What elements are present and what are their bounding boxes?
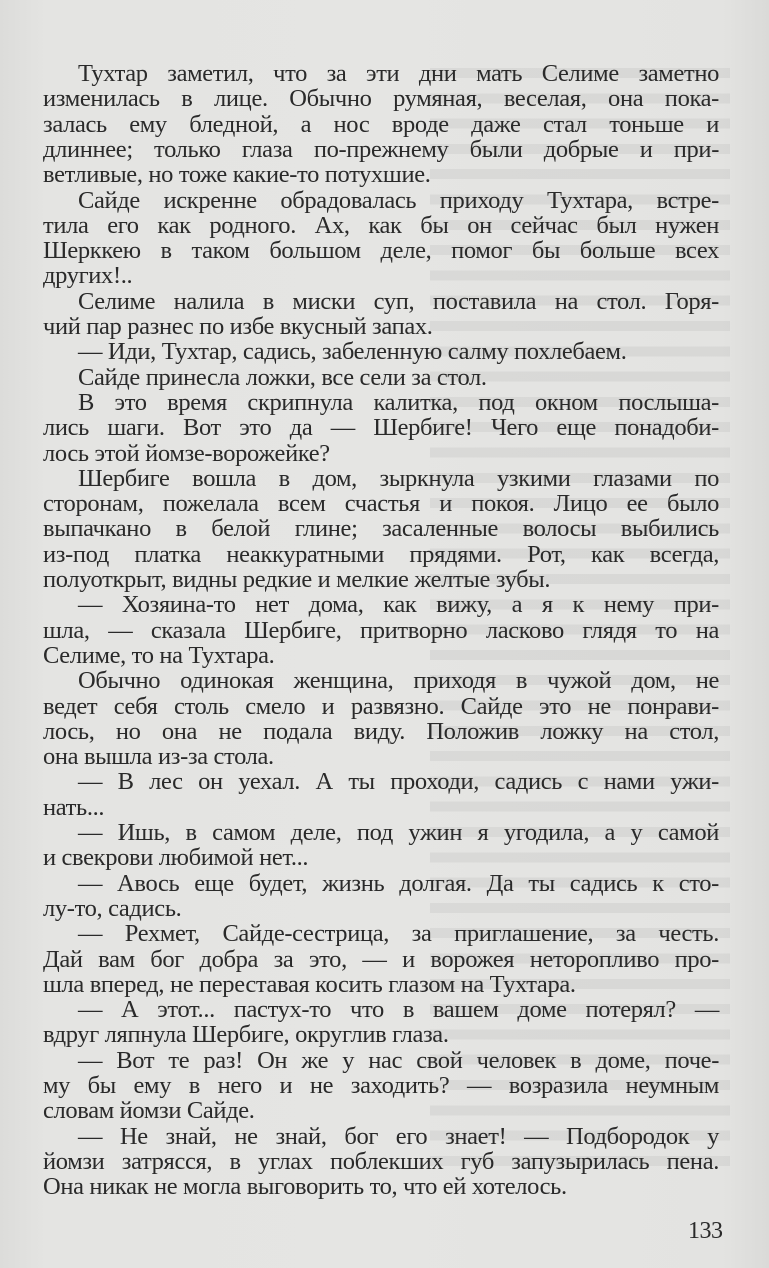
page-number: 133	[688, 1218, 723, 1244]
text-line: — В лес он уехал. А ты проходи, садись с нами ужи-	[78, 768, 719, 796]
text-line: лось, но она не подала виду. Положив ложку на стол,	[43, 717, 719, 745]
text-line: выпачкано в белой глине; засаленные волосы выбились	[43, 515, 719, 543]
text-line: тила его как родного. Ах, как бы он сейчас был нужен	[43, 211, 719, 239]
text-line: она вышла из-за стола.	[43, 743, 274, 771]
text-line: вдруг ляпнула Шербиге, округлив глаза.	[43, 1021, 449, 1049]
text-line: ведет себя столь смело и развязно. Сайде это не понрави-	[43, 692, 719, 720]
text-line: залась ему бледной, а нос вроде даже стал тоньше и	[43, 110, 719, 138]
text-line: словам йомзи Сайде.	[43, 1097, 255, 1125]
text-line: — А этот... пастух-то что в вашем доме потерял? —	[78, 996, 719, 1024]
text-line: ветливые, но тоже какие-то потухшие.	[43, 161, 431, 189]
text-line: Сайде принесла ложки, все сели за стол.	[78, 363, 487, 391]
text-line: Сайде искренне обрадовалась приходу Тухтара, встре-	[78, 186, 719, 214]
text-line: лу-то, садись.	[43, 894, 182, 922]
text-line: нать...	[43, 793, 105, 821]
text-line: длиннее; только глаза по-прежнему были добрые и при-	[43, 135, 719, 163]
text-line: — Авось еще будет, жизнь долгая. Да ты садись к сто-	[78, 869, 719, 897]
text-line: изменилась в лице. Обычно румяная, веселая, она пока-	[43, 85, 719, 113]
text-line: В это время скрипнула калитка, под окном послыша-	[78, 388, 719, 416]
text-line: — Вот те раз! Он же у нас свой человек в доме, поче-	[78, 1046, 719, 1074]
text-line: — Рехмет, Сайде-сестрица, за приглашение, за честь.	[78, 920, 719, 948]
text-line: Обычно одинокая женщина, приходя в чужой дом, не	[78, 667, 719, 695]
text-line: Дай вам бог добра за это, — и ворожея неторопливо про-	[43, 945, 719, 973]
text-line: — Ишь, в самом деле, под ужин я угодила, а у самой	[78, 819, 719, 846]
text-line: и свекрови любимой нет...	[43, 844, 309, 872]
text-line: лось этой йомзе-ворожейке?	[43, 439, 330, 467]
text-line: му бы ему в него и не заходить? — возразила неумным	[43, 1072, 719, 1099]
text-line: других!..	[43, 262, 133, 290]
text-line: йомзи затрясся, в углах поблекших губ запузырилась пена.	[43, 1147, 719, 1175]
text-line: Селиме, то на Тухтара.	[43, 641, 275, 669]
text-line: шла вперед, не переставая косить глазом на Тухтара.	[43, 970, 576, 998]
text-line: Она никак не могла выговорить то, что ей хотелось.	[43, 1173, 567, 1201]
text-line: Шербиге вошла в дом, зыркнула узкими глазами по	[78, 464, 719, 492]
text-line: сторонам, пожелала всем счастья и покоя. Лицо ее было	[43, 490, 719, 518]
text-line: — Иди, Тухтар, садись, забеленную салму похлебаем.	[78, 338, 627, 366]
text-line: шла, — сказала Шербиге, притворно ласково глядя то на	[43, 616, 719, 644]
text-line: Шерккею в таком большом деле, помог бы больше всех	[43, 237, 719, 265]
text-line: — Не знай, не знай, бог его знает! — Подбородок у	[78, 1122, 719, 1150]
text-line: лись шаги. Вот это да — Шербиге! Чего еще понадоби-	[43, 414, 719, 442]
text-line: полуоткрыт, видны редкие и мелкие желтые зубы.	[43, 566, 551, 593]
text-line: — Хозяина-то нет дома, как вижу, а я к нему при-	[78, 591, 719, 619]
text-line: чий пар разнес по избе вкусный запах.	[43, 313, 433, 340]
text-line: Селиме налила в миски суп, поставила на стол. Горя-	[78, 287, 719, 315]
text-line: Тухтар заметил, что за эти дни мать Селиме заметно	[78, 60, 719, 87]
text-line: из-под платка неаккуратными прядями. Рот, как всегда,	[43, 540, 719, 568]
